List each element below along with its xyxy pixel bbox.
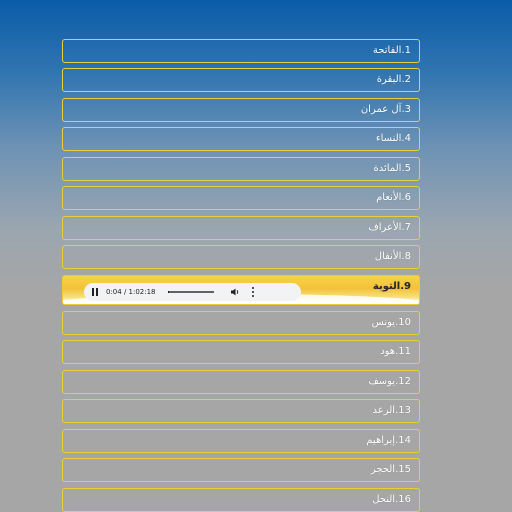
surah-label: 4.النساء [375,133,411,144]
surah-label: 9.التوبة [372,281,411,292]
audio-player [84,283,301,301]
pause-icon[interactable] [92,288,100,296]
surah-label: 15.الحجر [370,464,411,475]
surah-item[interactable] [62,68,420,92]
surah-item[interactable] [62,39,420,63]
surah-label: 6.الأنعام [376,192,411,203]
surah-label: 13.الرعد [372,405,411,416]
surah-label: 2.البقرة [376,74,411,85]
seek-bar[interactable] [168,291,214,293]
surah-item[interactable] [62,216,420,240]
surah-label: 14.إبراهيم [366,435,411,446]
surah-label: 3.آل عمران [360,104,411,115]
surah-label: 12.يوسف [368,376,411,387]
surah-item[interactable] [62,488,420,512]
surah-label: 1.الفاتحة [372,45,411,56]
surah-item[interactable] [62,186,420,210]
playback-time: 0:04 / 1:02:18 [106,288,156,296]
surah-item[interactable] [62,157,420,181]
surah-item[interactable] [62,429,420,453]
surah-label: 8.الأنفال [374,251,411,262]
surah-item[interactable] [62,458,420,482]
surah-label: 5.المائدة [373,163,411,174]
surah-item[interactable] [62,98,420,122]
surah-label: 16.النحل [372,494,411,505]
surah-item[interactable] [62,370,420,394]
surah-item[interactable] [62,399,420,423]
surah-item[interactable] [62,127,420,151]
surah-label: 7.الأعراف [368,222,411,233]
surah-item[interactable] [62,245,420,269]
surah-item[interactable] [62,340,420,364]
surah-item[interactable] [62,311,420,335]
surah-label: 11.هود [380,346,411,357]
surah-label: 10.يونس [371,317,411,328]
more-vert-icon[interactable] [252,287,255,297]
volume-icon[interactable] [230,287,240,297]
